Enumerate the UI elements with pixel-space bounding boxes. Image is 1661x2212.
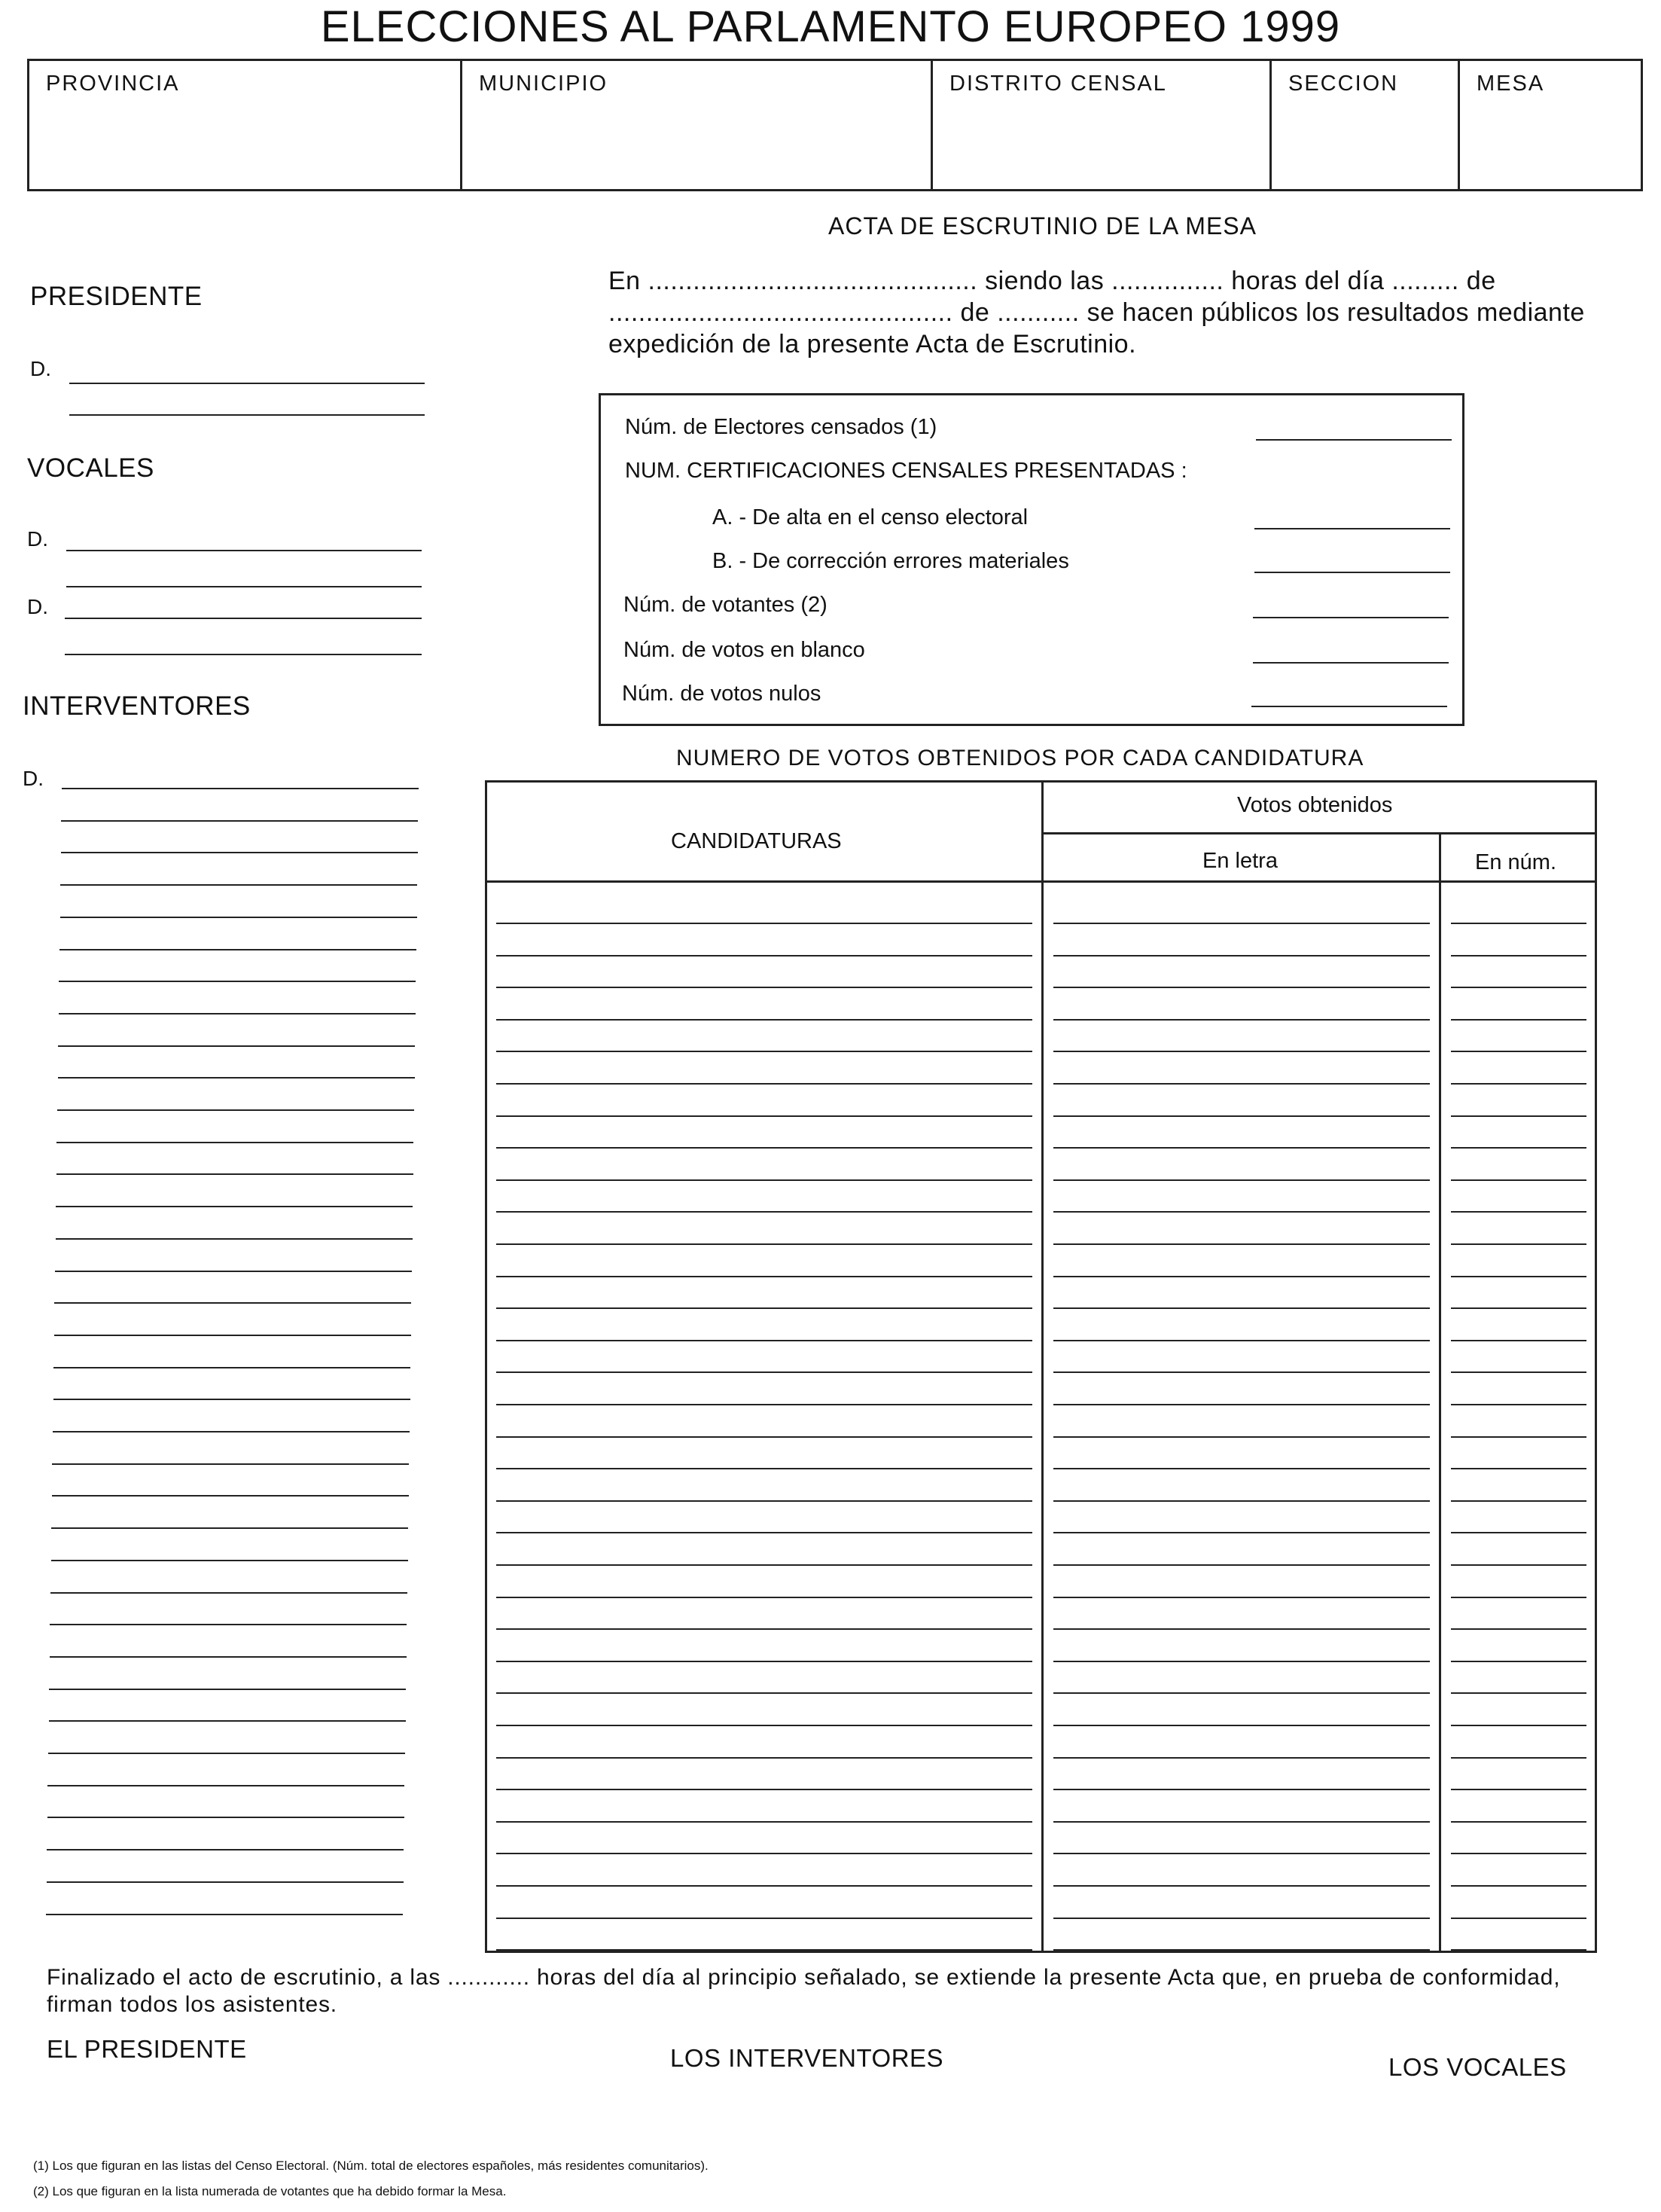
votos-num-entry-line[interactable] <box>1451 987 1586 988</box>
interventor-name-line[interactable] <box>54 1302 411 1304</box>
votos-letra-entry-line[interactable] <box>1053 1243 1430 1245</box>
signature-interventores: LOS INTERVENTORES <box>670 2044 944 2072</box>
votos-num-entry-line[interactable] <box>1451 1436 1586 1438</box>
votos-num-entry-line[interactable] <box>1451 1757 1586 1759</box>
field-mesa[interactable] <box>1458 61 1641 189</box>
votos-letra-entry-line[interactable] <box>1053 1340 1430 1341</box>
interventor-name-line[interactable] <box>47 1849 404 1850</box>
votos-num-entry-line[interactable] <box>1451 1083 1586 1085</box>
table-caption: NUMERO DE VOTOS OBTENIDOS POR CADA CANDIDATURA <box>676 746 1364 770</box>
votos-letra-entry-line[interactable] <box>1053 1468 1430 1469</box>
candidatura-entry-line[interactable] <box>496 1661 1032 1662</box>
vocal-1-name-line[interactable] <box>66 550 422 551</box>
interventores-heading: INTERVENTORES <box>23 691 251 721</box>
candidatura-entry-line[interactable] <box>496 1019 1032 1021</box>
alta-censo-input-line[interactable] <box>1254 528 1450 529</box>
field-distrito-censal[interactable] <box>931 61 1269 189</box>
votos-num-entry-line[interactable] <box>1451 1532 1586 1533</box>
votos-letra-entry-line[interactable] <box>1053 1789 1430 1790</box>
candidatura-entry-line[interactable] <box>496 1211 1032 1213</box>
votos-num-entry-line[interactable] <box>1451 1371 1586 1373</box>
votos-letra-entry-line[interactable] <box>1053 1821 1430 1823</box>
candidatura-entry-line[interactable] <box>496 1500 1032 1502</box>
interventor-name-line[interactable] <box>50 1656 407 1658</box>
candidatura-entry-line[interactable] <box>496 1725 1032 1726</box>
candidatura-entry-line[interactable] <box>496 1051 1032 1052</box>
interventor-name-line[interactable] <box>60 917 417 918</box>
interventor-name-line[interactable] <box>61 852 418 853</box>
votos-letra-entry-line[interactable] <box>1053 1661 1430 1662</box>
candidatura-entry-line[interactable] <box>496 1307 1032 1309</box>
votos-num-entry-line[interactable] <box>1451 1628 1586 1630</box>
candidatura-entry-line[interactable] <box>496 1628 1032 1630</box>
interventor-name-line[interactable] <box>56 1173 413 1175</box>
votos-letra-entry-line[interactable] <box>1053 1692 1430 1694</box>
candidatura-entry-line[interactable] <box>496 955 1032 956</box>
votos-letra-entry-line[interactable] <box>1053 955 1430 956</box>
candidatura-entry-line[interactable] <box>496 1564 1032 1566</box>
candidatura-entry-line[interactable] <box>496 1340 1032 1341</box>
candidatura-entry-line[interactable] <box>496 1083 1032 1085</box>
alta-censo-label: A. - De alta en el censo electoral <box>712 505 1029 529</box>
votos-letra-entry-line[interactable] <box>1053 1597 1430 1598</box>
header-divider <box>487 880 1597 883</box>
candidatura-entry-line[interactable] <box>496 1821 1032 1823</box>
page-title: ELECCIONES AL PARLAMENTO EUROPEO 1999 <box>320 2 1341 51</box>
interventor-name-line[interactable] <box>59 981 416 982</box>
vocales-heading: VOCALES <box>27 453 154 483</box>
presidente-name-line[interactable] <box>69 414 425 416</box>
votos-letra-entry-line[interactable] <box>1053 1211 1430 1213</box>
votos-letra-entry-line[interactable] <box>1053 1179 1430 1181</box>
header-divider <box>1041 832 1597 834</box>
vocal-2-name-line[interactable] <box>65 654 422 655</box>
votos-num-entry-line[interactable] <box>1451 1885 1586 1887</box>
en-letra-header: En letra <box>1202 849 1278 873</box>
votos-num-entry-line[interactable] <box>1451 1340 1586 1341</box>
signature-presidente: EL PRESIDENTE <box>47 2035 247 2063</box>
candidatura-entry-line[interactable] <box>496 1115 1032 1117</box>
field-municipio[interactable] <box>460 61 931 189</box>
column-divider <box>1439 832 1441 1951</box>
field-municipio-label: MUNICIPIO <box>479 72 608 96</box>
interventor-name-line[interactable] <box>47 1785 404 1786</box>
field-provincia[interactable] <box>29 61 460 189</box>
interventores-d-label: D. <box>23 767 44 790</box>
candidatura-entry-line[interactable] <box>496 1436 1032 1438</box>
field-provincia-label: PROVINCIA <box>46 72 180 96</box>
candidatura-entry-line[interactable] <box>496 1853 1032 1854</box>
votantes-label: Núm. de votantes (2) <box>623 593 827 617</box>
votos-letra-entry-line[interactable] <box>1053 1500 1430 1502</box>
candidatura-entry-line[interactable] <box>496 923 1032 924</box>
interventor-name-line[interactable] <box>53 1431 410 1432</box>
candidatura-entry-line[interactable] <box>496 1179 1032 1181</box>
votos-letra-entry-line[interactable] <box>1053 1371 1430 1373</box>
field-seccion[interactable] <box>1269 61 1458 189</box>
candidatura-entry-line[interactable] <box>496 1757 1032 1759</box>
candidatura-entry-line[interactable] <box>496 1404 1032 1405</box>
votos-num-entry-line[interactable] <box>1451 1019 1586 1021</box>
votos-letra-entry-line[interactable] <box>1053 1949 1430 1951</box>
acta-title: ACTA DE ESCRUTINIO DE LA MESA <box>828 212 1257 240</box>
vocal-1-d-label: D. <box>27 527 48 551</box>
votos-obtenidos-header: Votos obtenidos <box>1237 793 1393 817</box>
votos-letra-entry-line[interactable] <box>1053 1276 1430 1277</box>
votos-letra-entry-line[interactable] <box>1053 1532 1430 1533</box>
vocal-2-d-label: D. <box>27 595 48 618</box>
interventor-name-line[interactable] <box>51 1560 408 1561</box>
interventor-name-line[interactable] <box>51 1527 408 1529</box>
votos-letra-entry-line[interactable] <box>1053 1307 1430 1309</box>
votos-nulos-input-line[interactable] <box>1251 706 1447 707</box>
interventor-name-line[interactable] <box>59 949 416 950</box>
candidatura-entry-line[interactable] <box>496 1468 1032 1469</box>
correccion-errores-label: B. - De corrección errores materiales <box>712 549 1069 573</box>
signature-vocales: LOS VOCALES <box>1388 2053 1567 2081</box>
candidaturas-header: CANDIDATURAS <box>671 829 842 853</box>
interventor-name-line[interactable] <box>57 1109 414 1111</box>
interventor-name-line[interactable] <box>47 1817 404 1818</box>
footnote-1: (1) Los que figuran en las listas del Censo Electoral. (Núm. total de electores españoles, más residentes comunitarios). <box>33 2159 709 2173</box>
interventor-name-line[interactable] <box>58 1045 415 1047</box>
candidatura-entry-line[interactable] <box>496 1692 1032 1694</box>
votos-letra-entry-line[interactable] <box>1053 1404 1430 1405</box>
votos-num-entry-line[interactable] <box>1451 1179 1586 1181</box>
intro-paragraph: En ............................................ siendo las ............... horas del día ......... de .............................................. de ........... se hacen públicos los resultados mediante expedición de la presente Acta de Escrutinio. <box>608 267 1585 358</box>
votos-letra-entry-line[interactable] <box>1053 1147 1430 1149</box>
interventor-name-line[interactable] <box>50 1624 407 1625</box>
votos-num-entry-line[interactable] <box>1451 1597 1586 1598</box>
interventor-name-line[interactable] <box>52 1463 409 1465</box>
interventor-name-line[interactable] <box>53 1399 410 1400</box>
candidatura-entry-line[interactable] <box>496 1949 1032 1951</box>
votos-num-entry-line[interactable] <box>1451 1211 1586 1213</box>
interventor-name-line[interactable] <box>50 1592 407 1594</box>
interventor-name-line[interactable] <box>47 1881 404 1883</box>
candidatura-entry-line[interactable] <box>496 1243 1032 1245</box>
votos-letra-entry-line[interactable] <box>1053 1051 1430 1052</box>
votos-num-entry-line[interactable] <box>1451 1051 1586 1052</box>
votos-letra-entry-line[interactable] <box>1053 1918 1430 1919</box>
interventor-name-line[interactable] <box>53 1367 410 1368</box>
candidaturas-table <box>485 780 1597 1953</box>
votos-letra-entry-line[interactable] <box>1053 1019 1430 1021</box>
votos-num-entry-line[interactable] <box>1451 1949 1586 1951</box>
candidatura-entry-line[interactable] <box>496 1532 1032 1533</box>
interventor-name-line[interactable] <box>58 1077 415 1079</box>
votos-letra-entry-line[interactable] <box>1053 923 1430 924</box>
interventor-name-line[interactable] <box>60 884 417 886</box>
votos-letra-entry-line[interactable] <box>1053 1115 1430 1117</box>
column-divider <box>1041 783 1044 1951</box>
votos-blanco-input-line[interactable] <box>1253 662 1449 664</box>
correccion-errores-input-line[interactable] <box>1254 572 1450 573</box>
votos-num-entry-line[interactable] <box>1451 1725 1586 1726</box>
votos-num-entry-line[interactable] <box>1451 1918 1586 1919</box>
interventor-name-line[interactable] <box>62 788 419 789</box>
candidatura-entry-line[interactable] <box>496 1789 1032 1790</box>
votos-num-entry-line[interactable] <box>1451 1564 1586 1566</box>
electores-label: Núm. de Electores censados (1) <box>625 415 937 439</box>
interventor-name-line[interactable] <box>56 1142 413 1143</box>
votos-num-entry-line[interactable] <box>1451 1853 1586 1854</box>
votos-num-entry-line[interactable] <box>1451 1789 1586 1790</box>
footnote-2: (2) Los que figuran en la lista numerada de votantes que ha debido formar la Mesa. <box>33 2184 507 2198</box>
candidatura-entry-line[interactable] <box>496 1597 1032 1598</box>
candidatura-entry-line[interactable] <box>496 1371 1032 1373</box>
certificaciones-label: NUM. CERTIFICACIONES CENSALES PRESENTADAS : <box>625 459 1187 483</box>
votos-num-entry-line[interactable] <box>1451 955 1586 956</box>
votos-num-entry-line[interactable] <box>1451 1307 1586 1309</box>
votos-letra-entry-line[interactable] <box>1053 1083 1430 1085</box>
field-seccion-label: SECCION <box>1288 72 1399 96</box>
stats-box <box>599 393 1464 726</box>
votos-num-entry-line[interactable] <box>1451 1821 1586 1823</box>
interventor-name-line[interactable] <box>59 1013 416 1014</box>
interventor-name-line[interactable] <box>54 1335 411 1336</box>
candidatura-entry-line[interactable] <box>496 1276 1032 1277</box>
vocal-1-name-line[interactable] <box>66 586 422 587</box>
presidente-d-label: D. <box>30 357 51 380</box>
votos-letra-entry-line[interactable] <box>1053 1853 1430 1854</box>
interventor-name-line[interactable] <box>61 820 418 822</box>
votos-letra-entry-line[interactable] <box>1053 987 1430 988</box>
presidente-name-line[interactable] <box>69 383 425 384</box>
header-fields-box <box>27 59 1643 191</box>
closing-paragraph: Finalizado el acto de escrutinio, a las ............ horas del día al principio señalado, se extiende la presente Acta que, en prueba de conformidad, firman todos los asistentes. <box>47 1965 1561 2017</box>
interventor-name-line[interactable] <box>48 1753 405 1754</box>
votos-letra-entry-line[interactable] <box>1053 1725 1430 1726</box>
votos-num-entry-line[interactable] <box>1451 1500 1586 1502</box>
electores-input-line[interactable] <box>1256 439 1452 441</box>
votos-num-entry-line[interactable] <box>1451 1276 1586 1277</box>
votos-letra-entry-line[interactable] <box>1053 1885 1430 1887</box>
en-num-header: En núm. <box>1475 850 1556 874</box>
votos-num-entry-line[interactable] <box>1451 1404 1586 1405</box>
interventor-name-line[interactable] <box>49 1720 406 1722</box>
interventor-name-line[interactable] <box>52 1495 409 1497</box>
votantes-input-line[interactable] <box>1253 617 1449 618</box>
vocal-2-name-line[interactable] <box>65 618 422 619</box>
candidatura-entry-line[interactable] <box>496 987 1032 988</box>
field-distrito-censal-label: DISTRITO CENSAL <box>949 72 1167 96</box>
votos-letra-entry-line[interactable] <box>1053 1757 1430 1759</box>
candidatura-entry-line[interactable] <box>496 1885 1032 1887</box>
votos-letra-entry-line[interactable] <box>1053 1628 1430 1630</box>
votos-num-entry-line[interactable] <box>1451 1243 1586 1245</box>
votos-letra-entry-line[interactable] <box>1053 1436 1430 1438</box>
candidatura-entry-line[interactable] <box>496 1147 1032 1149</box>
field-mesa-label: MESA <box>1477 72 1545 96</box>
votos-num-entry-line[interactable] <box>1451 1692 1586 1694</box>
presidente-heading: PRESIDENTE <box>30 282 203 311</box>
candidatura-entry-line[interactable] <box>496 1918 1032 1919</box>
votos-num-entry-line[interactable] <box>1451 1147 1586 1149</box>
interventor-name-line[interactable] <box>56 1238 413 1240</box>
interventor-name-line[interactable] <box>56 1206 413 1207</box>
votos-num-entry-line[interactable] <box>1451 1468 1586 1469</box>
interventor-name-line[interactable] <box>55 1271 412 1272</box>
votos-nulos-label: Núm. de votos nulos <box>622 682 821 706</box>
votos-num-entry-line[interactable] <box>1451 1115 1586 1117</box>
votos-letra-entry-line[interactable] <box>1053 1564 1430 1566</box>
interventor-name-line[interactable] <box>46 1914 403 1915</box>
votos-num-entry-line[interactable] <box>1451 1661 1586 1662</box>
interventor-name-line[interactable] <box>49 1689 406 1690</box>
votos-num-entry-line[interactable] <box>1451 923 1586 924</box>
votos-blanco-label: Núm. de votos en blanco <box>623 638 865 662</box>
